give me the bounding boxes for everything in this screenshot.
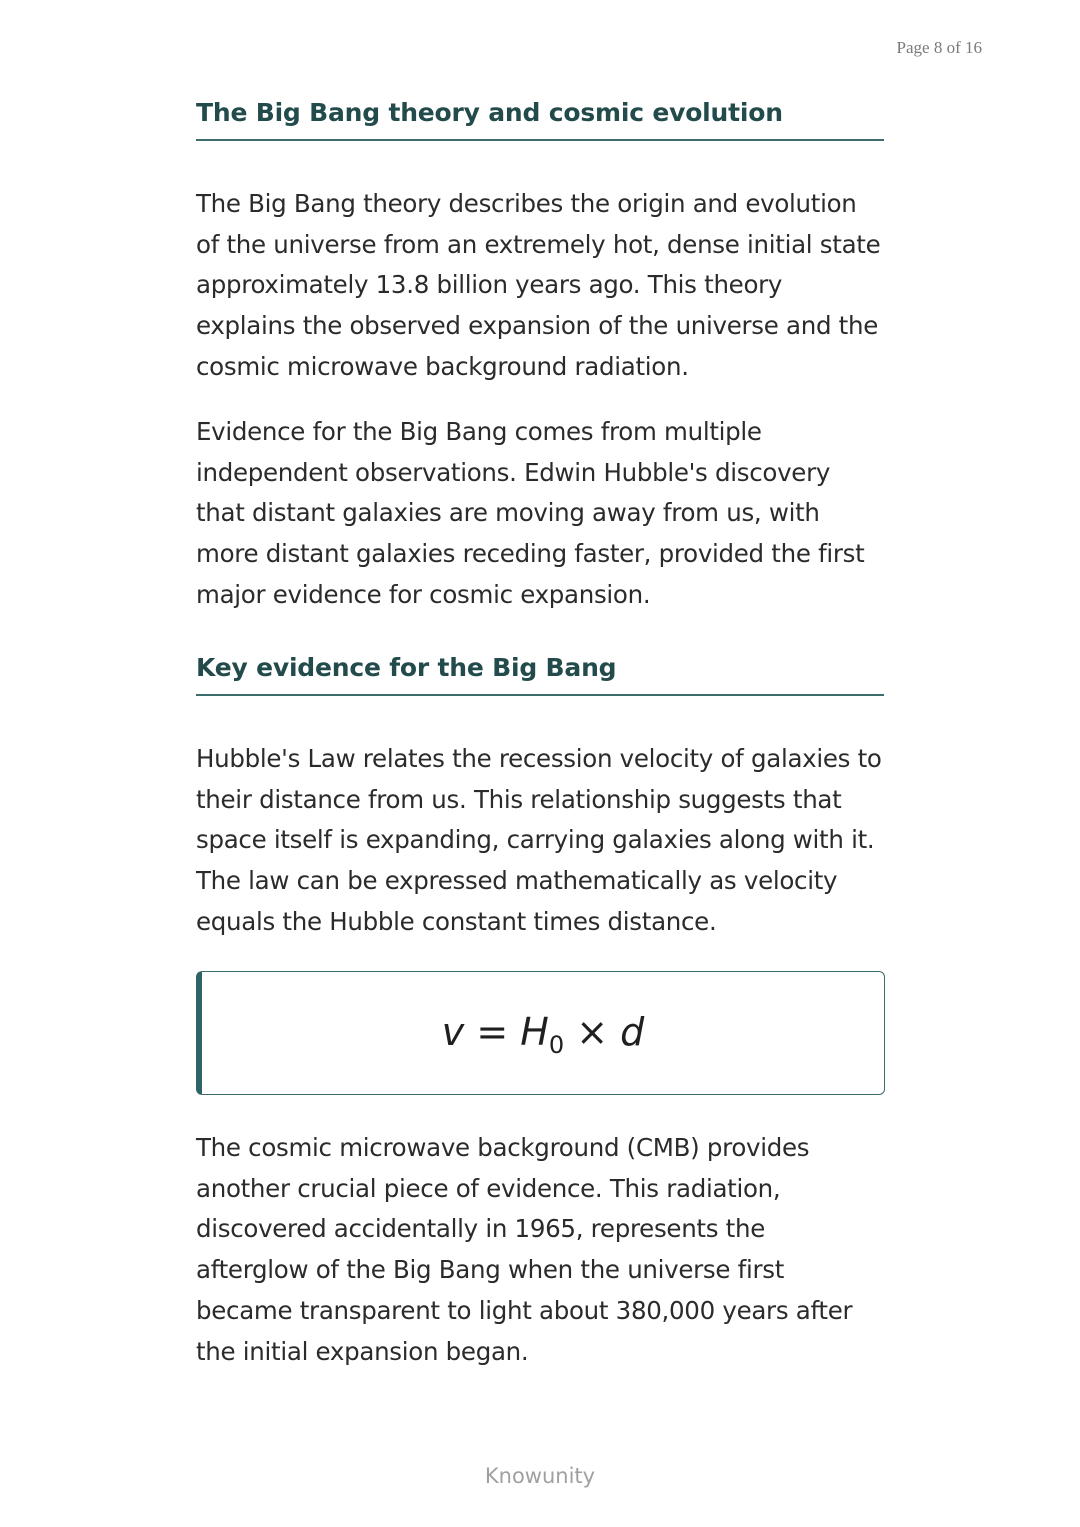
- paragraph: The cosmic microwave background (CMB) provides another crucial piece of evidence. This radiation, discovered accidentally in 1965, represents the afterglow of the Big Bang when the universe first became transparent to light about 380,000 years after the initial expansion began.: [196, 1133, 853, 1366]
- paragraph: The Big Bang theory describes the origin and evolution of the universe from an extremely hot, dense initial state approximately 13.8 billion years ago. This theory explains the observed expansion of the universe and the cosmic microwave background radiation.: [196, 189, 881, 381]
- section-heading: Key evidence for the Big Bang: [196, 653, 884, 696]
- footer-brand: Knowunity: [484, 1464, 596, 1488]
- formula-equals: =: [476, 1010, 509, 1054]
- formula-hubble-constant: H: [520, 1010, 549, 1054]
- formula-distance: d: [620, 1010, 645, 1054]
- page-number: Page 8 of 16: [896, 38, 982, 57]
- formula-subscript: 0: [548, 1031, 565, 1059]
- paragraph: Hubble's Law relates the recession velocity of galaxies to their distance from us. This relationship suggests that space itself is expanding, carrying galaxies along with it. The law can be expressed mathematically as velocity equals the Hubble constant times distance.: [196, 744, 882, 936]
- section-heading: The Big Bang theory and cosmic evolution: [196, 98, 884, 141]
- hubble-law-formula: [202, 1010, 884, 1067]
- formula-velocity: v: [441, 1010, 465, 1054]
- formula-box: [196, 971, 885, 1095]
- formula-times: ×: [576, 1010, 609, 1054]
- paragraph: Evidence for the Big Bang comes from multiple independent observations. Edwin Hubble's discovery that distant galaxies are moving away from us, with more distant galaxies receding faster, provided the first major evidence for cosmic expansion.: [196, 417, 865, 609]
